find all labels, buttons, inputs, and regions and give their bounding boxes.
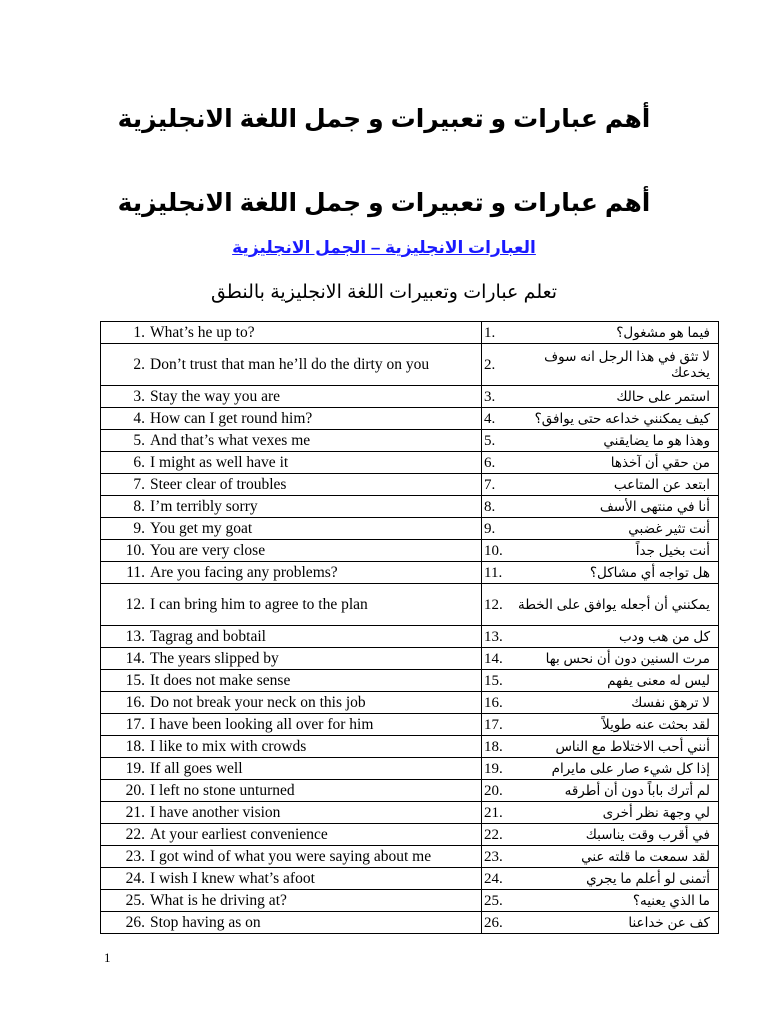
english-phrase: Stay the way you are [150, 387, 280, 405]
row-number: 24. [125, 869, 145, 887]
table-row [101, 912, 719, 934]
english-phrase: I wish I knew what’s afoot [150, 869, 315, 887]
english-phrase: If all goes well [150, 759, 243, 777]
english-phrase: What is he driving at? [150, 891, 287, 909]
arabic-row-number: .19 [484, 760, 503, 777]
table-row [101, 736, 719, 758]
table-row [101, 802, 719, 824]
arabic-phrase: ما الذي يعنيه؟ [632, 892, 710, 908]
arabic-cell [482, 540, 719, 562]
row-number: 26. [125, 913, 145, 931]
arabic-cell [482, 344, 719, 386]
arabic-row-number: .18 [484, 738, 503, 755]
page-title: أهم عبارات و تعبيرات و جمل اللغة الانجليزية [117, 105, 651, 133]
arabic-cell [482, 496, 719, 518]
arabic-row-number: .26 [484, 914, 503, 931]
english-cell [101, 670, 482, 692]
row-number: 15. [125, 671, 145, 689]
row-number: 6. [133, 453, 145, 471]
english-cell [101, 322, 482, 344]
phrases-table [100, 321, 719, 934]
arabic-row-number: .15 [484, 672, 503, 689]
table-row [101, 540, 719, 562]
english-phrase: Steer clear of troubles [150, 475, 287, 493]
section-subtitle: تعلم عبارات وتعبيرات اللغة الانجليزية بالنطق [210, 282, 558, 303]
table-row [101, 890, 719, 912]
row-number: 17. [125, 715, 145, 733]
english-cell [101, 714, 482, 736]
english-phrase: I left no stone unturned [150, 781, 295, 799]
arabic-cell [482, 584, 719, 626]
arabic-cell [482, 868, 719, 890]
arabic-cell [482, 670, 719, 692]
arabic-row-number: .11 [484, 564, 503, 581]
arabic-cell [482, 802, 719, 824]
english-cell [101, 562, 482, 584]
arabic-cell [482, 846, 719, 868]
row-number: 10. [125, 541, 145, 559]
english-phrase: You get my goat [150, 519, 253, 537]
arabic-phrase: لي وجهة نظر أخرى [602, 804, 710, 820]
english-cell [101, 540, 482, 562]
arabic-cell [482, 912, 719, 934]
table-row [101, 692, 719, 714]
arabic-row-number: .5 [484, 432, 496, 449]
english-cell [101, 758, 482, 780]
arabic-phrase: من حقي أن آخذها [610, 454, 710, 470]
row-number: 11. [126, 563, 145, 581]
english-cell [101, 386, 482, 408]
english-cell [101, 846, 482, 868]
arabic-row-number: .16 [484, 694, 503, 711]
arabic-cell [482, 648, 719, 670]
english-phrase: The years slipped by [150, 649, 279, 667]
table-row [101, 518, 719, 540]
arabic-phrase: في أقرب وقت يناسبك [585, 826, 710, 842]
arabic-row-number: .10 [484, 542, 503, 559]
arabic-row-number: .1 [484, 324, 496, 341]
english-phrase: I got wind of what you were saying about me [150, 847, 432, 865]
arabic-row-number: .13 [484, 628, 503, 645]
table-row [101, 824, 719, 846]
row-number: 13. [125, 627, 145, 645]
arabic-row-number: .24 [484, 870, 503, 887]
table-row [101, 780, 719, 802]
arabic-row-number: .14 [484, 650, 503, 667]
arabic-phrase: هل تواجه أي مشاكل؟ [589, 564, 710, 580]
arabic-cell [482, 736, 719, 758]
english-phrase: Tagrag and bobtail [150, 627, 266, 645]
row-number: 4. [133, 409, 145, 427]
arabic-row-number: .6 [484, 454, 496, 471]
english-phrase: How can I get round him? [150, 409, 313, 427]
table-row [101, 386, 719, 408]
english-cell [101, 648, 482, 670]
arabic-row-number: .25 [484, 892, 503, 909]
arabic-cell [482, 562, 719, 584]
arabic-cell [482, 474, 719, 496]
english-cell [101, 890, 482, 912]
arabic-row-number: .4 [484, 410, 496, 427]
arabic-row-number: .2 [484, 356, 496, 373]
row-number: 3. [133, 387, 145, 405]
table-row [101, 714, 719, 736]
arabic-row-number: .17 [484, 716, 503, 733]
arabic-cell [482, 408, 719, 430]
row-number: 7. [133, 475, 145, 493]
english-cell [101, 692, 482, 714]
row-number: 19. [125, 759, 145, 777]
table-row [101, 344, 719, 386]
arabic-phrase: إذا كل شيء صار على مايرام [551, 760, 710, 776]
arabic-cell [482, 518, 719, 540]
arabic-phrase: كل من هب ودب [618, 628, 710, 644]
english-cell [101, 868, 482, 890]
table-row [101, 758, 719, 780]
arabic-phrase: وهذا هو ما يضايقني [603, 432, 710, 448]
english-cell [101, 344, 482, 386]
english-cell [101, 780, 482, 802]
table-row [101, 562, 719, 584]
table-row [101, 430, 719, 452]
arabic-cell [482, 758, 719, 780]
table-row [101, 474, 719, 496]
arabic-row-number: .8 [484, 498, 496, 515]
row-number: 25. [125, 891, 145, 909]
english-phrase: Stop having as on [150, 913, 261, 931]
table-row [101, 648, 719, 670]
arabic-phrase: لا ترهق نفسك [631, 694, 710, 710]
row-number: 12. [125, 595, 145, 613]
arabic-phrase: أنني أحب الاختلاط مع الناس [555, 738, 710, 754]
english-phrase: It does not make sense [150, 671, 291, 689]
arabic-phrase: يمكنني أن أجعله يوافق على الخطة [517, 596, 710, 612]
row-number: 16. [125, 693, 145, 711]
english-cell [101, 408, 482, 430]
english-cell [101, 584, 482, 626]
arabic-cell [482, 430, 719, 452]
english-cell [101, 802, 482, 824]
row-number: 22. [125, 825, 145, 843]
row-number: 2. [133, 355, 145, 373]
arabic-phrase: أنت بخيل جداً [635, 542, 710, 558]
english-phrase: At your earliest convenience [150, 825, 328, 843]
english-phrase: Are you facing any problems? [150, 563, 338, 581]
english-cell [101, 824, 482, 846]
arabic-phrase: كف عن خداعنا [628, 914, 710, 930]
arabic-cell [482, 890, 719, 912]
page-title-repeat: أهم عبارات و تعبيرات و جمل اللغة الانجليزية [117, 189, 651, 217]
table-row [101, 626, 719, 648]
arabic-phrase: استمر على حالك [616, 388, 710, 404]
arabic-row-number: .7 [484, 476, 496, 493]
row-number: 8. [133, 497, 145, 515]
table-row [101, 846, 719, 868]
row-number: 9. [133, 519, 145, 537]
row-number: 21. [125, 803, 145, 821]
arabic-cell [482, 714, 719, 736]
english-phrase: I have been looking all over for him [150, 715, 374, 733]
arabic-row-number: .23 [484, 848, 503, 865]
english-phrase: And that’s what vexes me [150, 431, 311, 449]
arabic-row-number: .12 [484, 596, 503, 613]
arabic-phrase: أتمنى لو أعلم ما يجري [586, 870, 710, 886]
arabic-row-number: .20 [484, 782, 503, 799]
row-number: 20. [125, 781, 145, 799]
arabic-phrase: لقد سمعت ما قلته عني [581, 848, 710, 864]
arabic-phrase: لم أترك باباً دون أن أطرقه [564, 782, 710, 798]
arabic-row-number: .3 [484, 388, 496, 405]
arabic-cell [482, 322, 719, 344]
arabic-cell [482, 824, 719, 846]
english-cell [101, 474, 482, 496]
english-phrase: I might as well have it [150, 453, 289, 471]
row-number: 23. [125, 847, 145, 865]
english-phrase: Don’t trust that man he’ll do the dirty on you [150, 355, 430, 373]
english-cell [101, 518, 482, 540]
arabic-row-number: .22 [484, 826, 503, 843]
arabic-cell [482, 386, 719, 408]
arabic-phrase: ابتعد عن المتاعب [613, 476, 710, 492]
arabic-phrase: أنت تثير غضبي [628, 520, 710, 536]
arabic-phrase: فيما هو مشغول؟ [616, 324, 710, 340]
row-number: 1. [133, 323, 145, 341]
category-link[interactable]: العبارات الانجليزية – الجمل الانجليزية [232, 238, 536, 257]
arabic-phrase: كيف يمكنني خداعه حتى يوافق؟ [534, 410, 710, 426]
english-cell [101, 430, 482, 452]
english-phrase: What’s he up to? [150, 323, 255, 341]
table-row [101, 584, 719, 626]
arabic-cell [482, 780, 719, 802]
english-cell [101, 452, 482, 474]
table-row [101, 496, 719, 518]
arabic-cell [482, 626, 719, 648]
page-number: 1 [104, 950, 111, 965]
english-phrase: I like to mix with crowds [150, 737, 307, 755]
arabic-phrase: أنا في منتهى الأسف [599, 498, 710, 514]
row-number: 18. [125, 737, 145, 755]
arabic-cell [482, 452, 719, 474]
english-phrase: I can bring him to agree to the plan [150, 595, 368, 613]
arabic-phrase: مرت السنين دون أن نحس بها [545, 650, 710, 666]
arabic-cell [482, 692, 719, 714]
table-row [101, 670, 719, 692]
row-number: 5. [133, 431, 145, 449]
table-row [101, 868, 719, 890]
arabic-row-number: .9 [484, 520, 496, 537]
english-phrase: You are very close [150, 541, 266, 559]
arabic-phrase: لقد بحثت عنه طويلاً [602, 716, 710, 732]
table-row [101, 408, 719, 430]
english-phrase: Do not break your neck on this job [150, 693, 366, 711]
english-cell [101, 496, 482, 518]
arabic-phrase: ليس له معنى يفهم [607, 672, 710, 688]
arabic-row-number: .21 [484, 804, 503, 821]
table-row [101, 452, 719, 474]
english-cell [101, 736, 482, 758]
english-phrase: I have another vision [150, 803, 281, 821]
arabic-phrase: لا تثق في هذا الرجل انه سوف يخدعك [544, 348, 710, 380]
table-row [101, 322, 719, 344]
english-cell [101, 912, 482, 934]
english-cell [101, 626, 482, 648]
row-number: 14. [125, 649, 145, 667]
english-phrase: I’m terribly sorry [150, 497, 258, 515]
